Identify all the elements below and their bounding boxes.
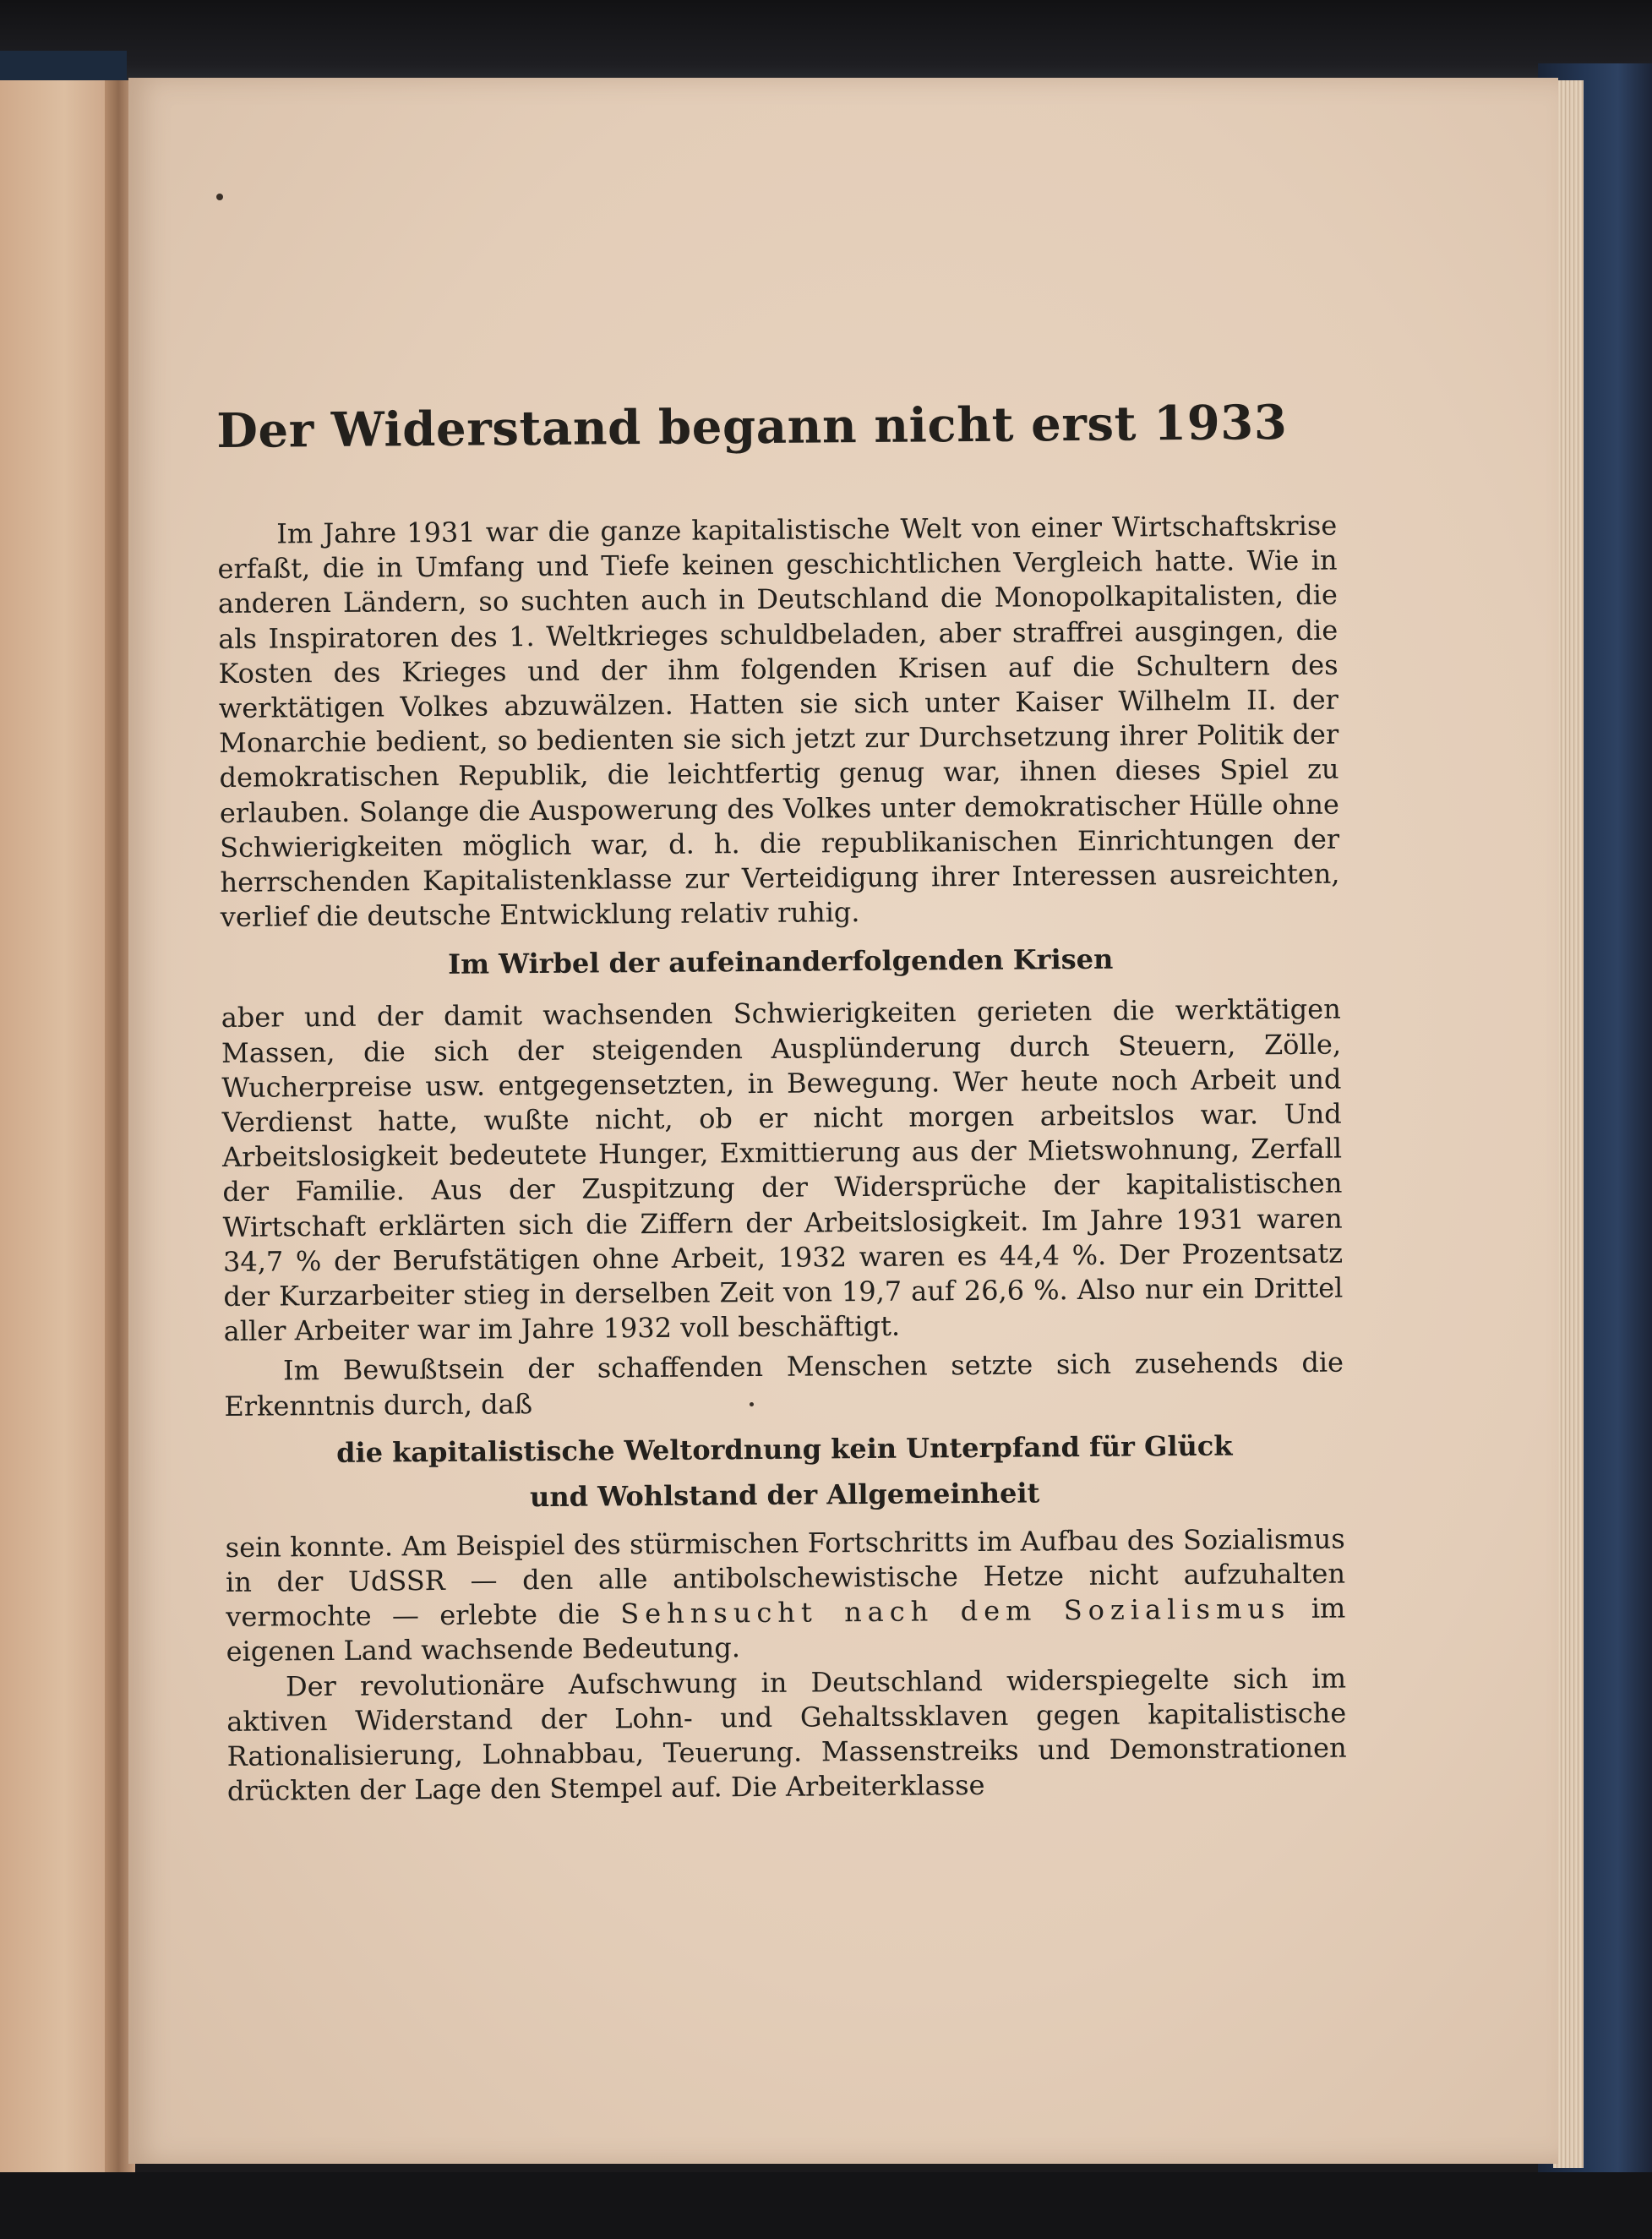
subheading: Im Wirbel der aufeinanderfolgenden Krisen xyxy=(448,943,1114,981)
subheading xyxy=(225,1422,1345,1521)
emphasized-text: Sehnsucht nach dem Sozialismus xyxy=(620,1592,1291,1630)
background-top xyxy=(0,0,1652,80)
left-page xyxy=(0,80,117,2176)
paragraph xyxy=(226,1521,1346,1669)
subheading-line: die kapitalistische Weltordnung kein Unterpfand für Glück xyxy=(335,1429,1233,1469)
paragraph: Der revolutionäre Aufschwung in Deutschland widerspiegelte sich im aktiven Widerstand der Lohn- und Gehaltssklaven gegen kapitalistische Rationalisierung, Lohnabbau, Teuerung. Massenstreiks und Demonstrationen drückten der Lage den Stempel auf. Die Arbeiterklasse xyxy=(226,1662,1347,1808)
print-speck xyxy=(216,194,223,200)
subheading-line: und Wohlstand der Allgemeinheit xyxy=(529,1477,1040,1513)
paragraph-text: sein konnte. Am Beispiel des stürmischen Fortschritts im Aufbau des Sozialismus in der UdSSR — den alle antibolschewistische Hetze nicht aufzuhalten vermochte — erlebte die xyxy=(225,1522,1346,1634)
background-bottom xyxy=(0,2172,1652,2239)
page-text xyxy=(216,389,1347,1810)
paragraph: Im Bewußtsein der schaffenden Menschen setzte sich zusehends die Erkenntnis durch, daß xyxy=(224,1346,1344,1423)
paragraph: aber und der damit wachsenden Schwierigkeiten gerieten die werktätigen Massen, die sich der steigenden Ausplünderung durch Steuern, Zölle, Wucherpreise usw. entgegensetzten, in Bewegung. Wer heute noch Arbeit und Verdienst hatte, wußte nicht, ob er nicht morgen arbeitslos war. Und Arbeitslosigkeit bedeutete Hunger, Exmittierung aus der Mietswohnung, Zerfall der Familie. Aus der Zuspitzung der Widersprüche der kapitalistischen Wirtschaft erklärten sich die Ziffern der Arbeitslosigkeit. Im Jahre 1931 waren 34,7 % der Berufstätigen ohne Arbeit, 1932 waren es 44,4 %. Der Prozentsatz der Kurzarbeiter stieg in derselben Zeit von 19,7 auf 26,6 %. Also nur ein Drittel aller Arbeiter war im Jahre 1932 voll beschäftigt. xyxy=(221,993,1344,1348)
paragraph: Im Jahre 1931 war die ganze kapitalistische Welt von einer Wirtschaftskrise erfaßt, die in Umfang und Tiefe keinen geschichtlichen Vergleich hatte. Wie in anderen Ländern, so suchten auch in Deutschland die Monopolkapitalisten, die als Inspiratoren des 1. Weltkrieges schuldbeladen, aber straffrei ausgingen, die Kosten des Krieges und der ihm folgenden Krisen auf die Schultern des werktätigen Volkes abzuwälzen. Hatten sie sich unter Kaiser Wilhelm II. der Monarchie bedient, so bedienten sie sich jetzt zur Durchsetzung ihrer Politik der demokratischen Republik, die leichtfertig genug war, ihnen dieses Spiel zu erlauben. Solange die Auspowerung des Volkes unter demokratischer Hülle ohne Schwierigkeiten möglich war, d. h. die republikanischen Einrichtungen der herrschenden Kapitalistenklasse zur Verteidigung ihrer Interessen ausreichten, verlief die deutsche Entwicklung relativ ruhig. xyxy=(217,509,1340,934)
chapter-title: Der Widerstand begann nicht erst 1933 xyxy=(216,395,1288,459)
paragraph-text: im eigenen Land wachsende Bedeutung. xyxy=(226,1592,1346,1668)
